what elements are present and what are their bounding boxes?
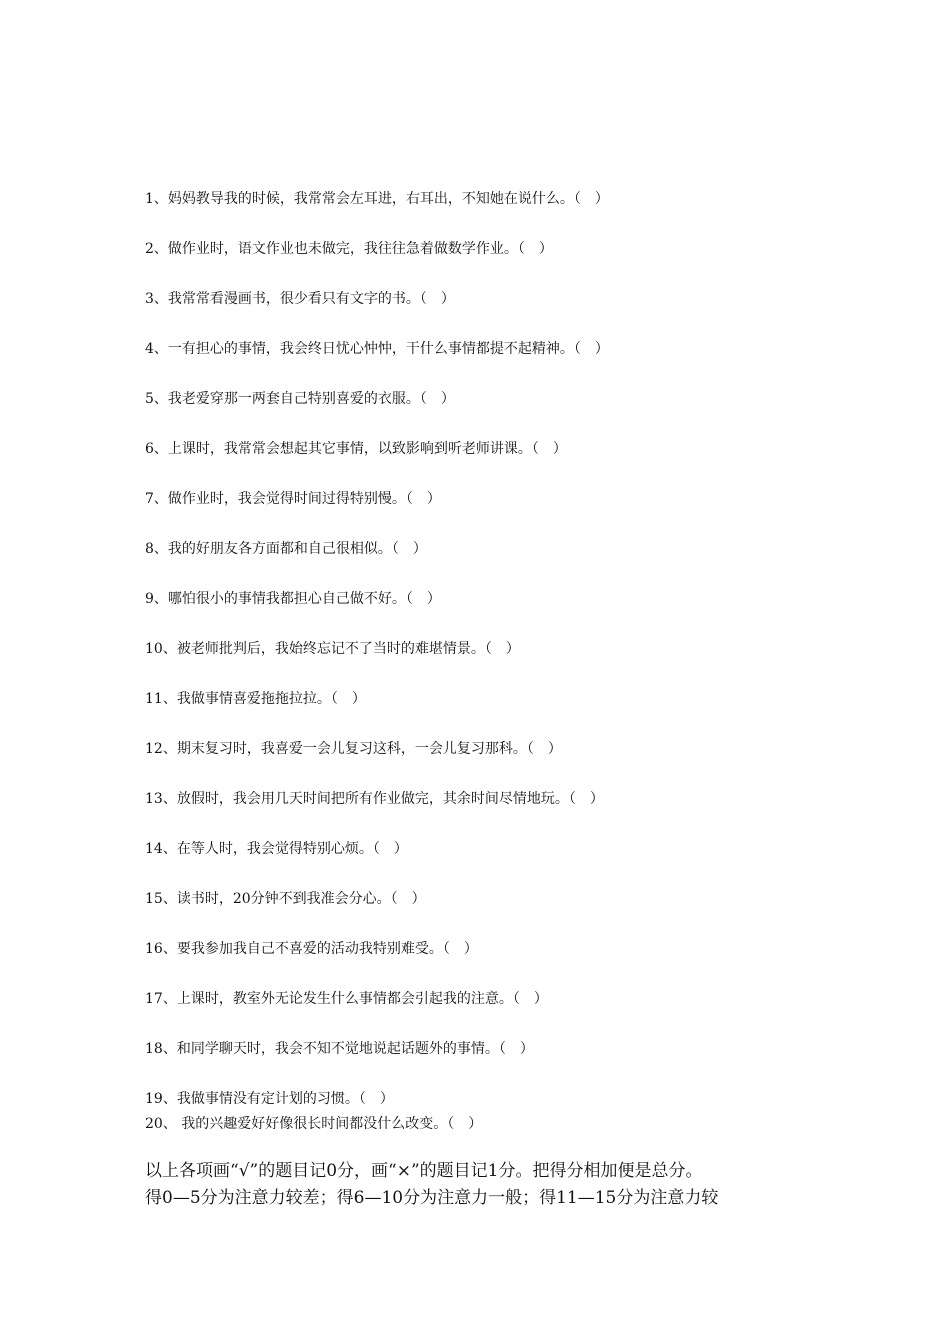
question-item: 13、放假时，我会用几天时间把所有作业做完，其余时间尽情地玩。（ ）: [145, 791, 604, 807]
scoring-line: 得0—5分为注意力较差；得6—10分为注意力一般；得11—15分为注意力较: [145, 1188, 719, 1208]
question-item: 18、和同学聊天时，我会不知不觉地说起话题外的事情。（ ）: [145, 1041, 534, 1057]
question-item: 15、读书时，20分钟不到我准会分心。（ ）: [145, 891, 426, 907]
question-item: 16、要我参加我自己不喜爱的活动我特别难受。（ ）: [145, 941, 478, 957]
question-item: 14、在等人时，我会觉得特别心烦。（ ）: [145, 841, 408, 857]
question-item: 3、我常常看漫画书，很少看只有文字的书。（ ）: [145, 291, 455, 307]
question-item: 5、我老爱穿那一两套自己特别喜爱的衣服。（ ）: [145, 391, 455, 407]
question-item: 4、一有担心的事情，我会终日忧心忡忡，干什么事情都提不起精神。（ ）: [145, 341, 609, 357]
question-item: 1、妈妈教导我的时候，我常常会左耳进，右耳出，不知她在说什么。（ ）: [145, 191, 609, 207]
question-item: 17、上课时，教室外无论发生什么事情都会引起我的注意。（ ）: [145, 991, 548, 1007]
question-item: 2、做作业时，语文作业也未做完，我往往急着做数学作业。（ ）: [145, 241, 553, 257]
scoring-explanation: [145, 1158, 845, 1212]
question-item: 11、我做事情喜爱拖拖拉拉。（ ）: [145, 691, 366, 707]
question-item: 19、我做事情没有定计划的习惯。（ ）: [145, 1091, 394, 1107]
questionnaire-list: [145, 189, 865, 1134]
question-item: 6、上课时，我常常会想起其它事情，以致影响到听老师讲课。（ ）: [145, 441, 567, 457]
scoring-line: 以上各项画“√”的题目记0分，画“×”的题目记1分。把得分相加便是总分。: [145, 1161, 703, 1181]
question-item: 7、做作业时，我会觉得时间过得特别慢。（ ）: [145, 491, 441, 507]
question-item: 20、 我的兴趣爱好好像很长时间都没什么改变。（ ）: [145, 1116, 483, 1132]
question-item: 12、期末复习时，我喜爱一会儿复习这科，一会儿复习那科。（ ）: [145, 741, 562, 757]
question-item: 8、我的好朋友各方面都和自己很相似。（ ）: [145, 541, 427, 557]
question-item: 9、哪怕很小的事情我都担心自己做不好。（ ）: [145, 591, 441, 607]
question-item: 10、被老师批判后，我始终忘记不了当时的难堪情景。（ ）: [145, 641, 520, 657]
